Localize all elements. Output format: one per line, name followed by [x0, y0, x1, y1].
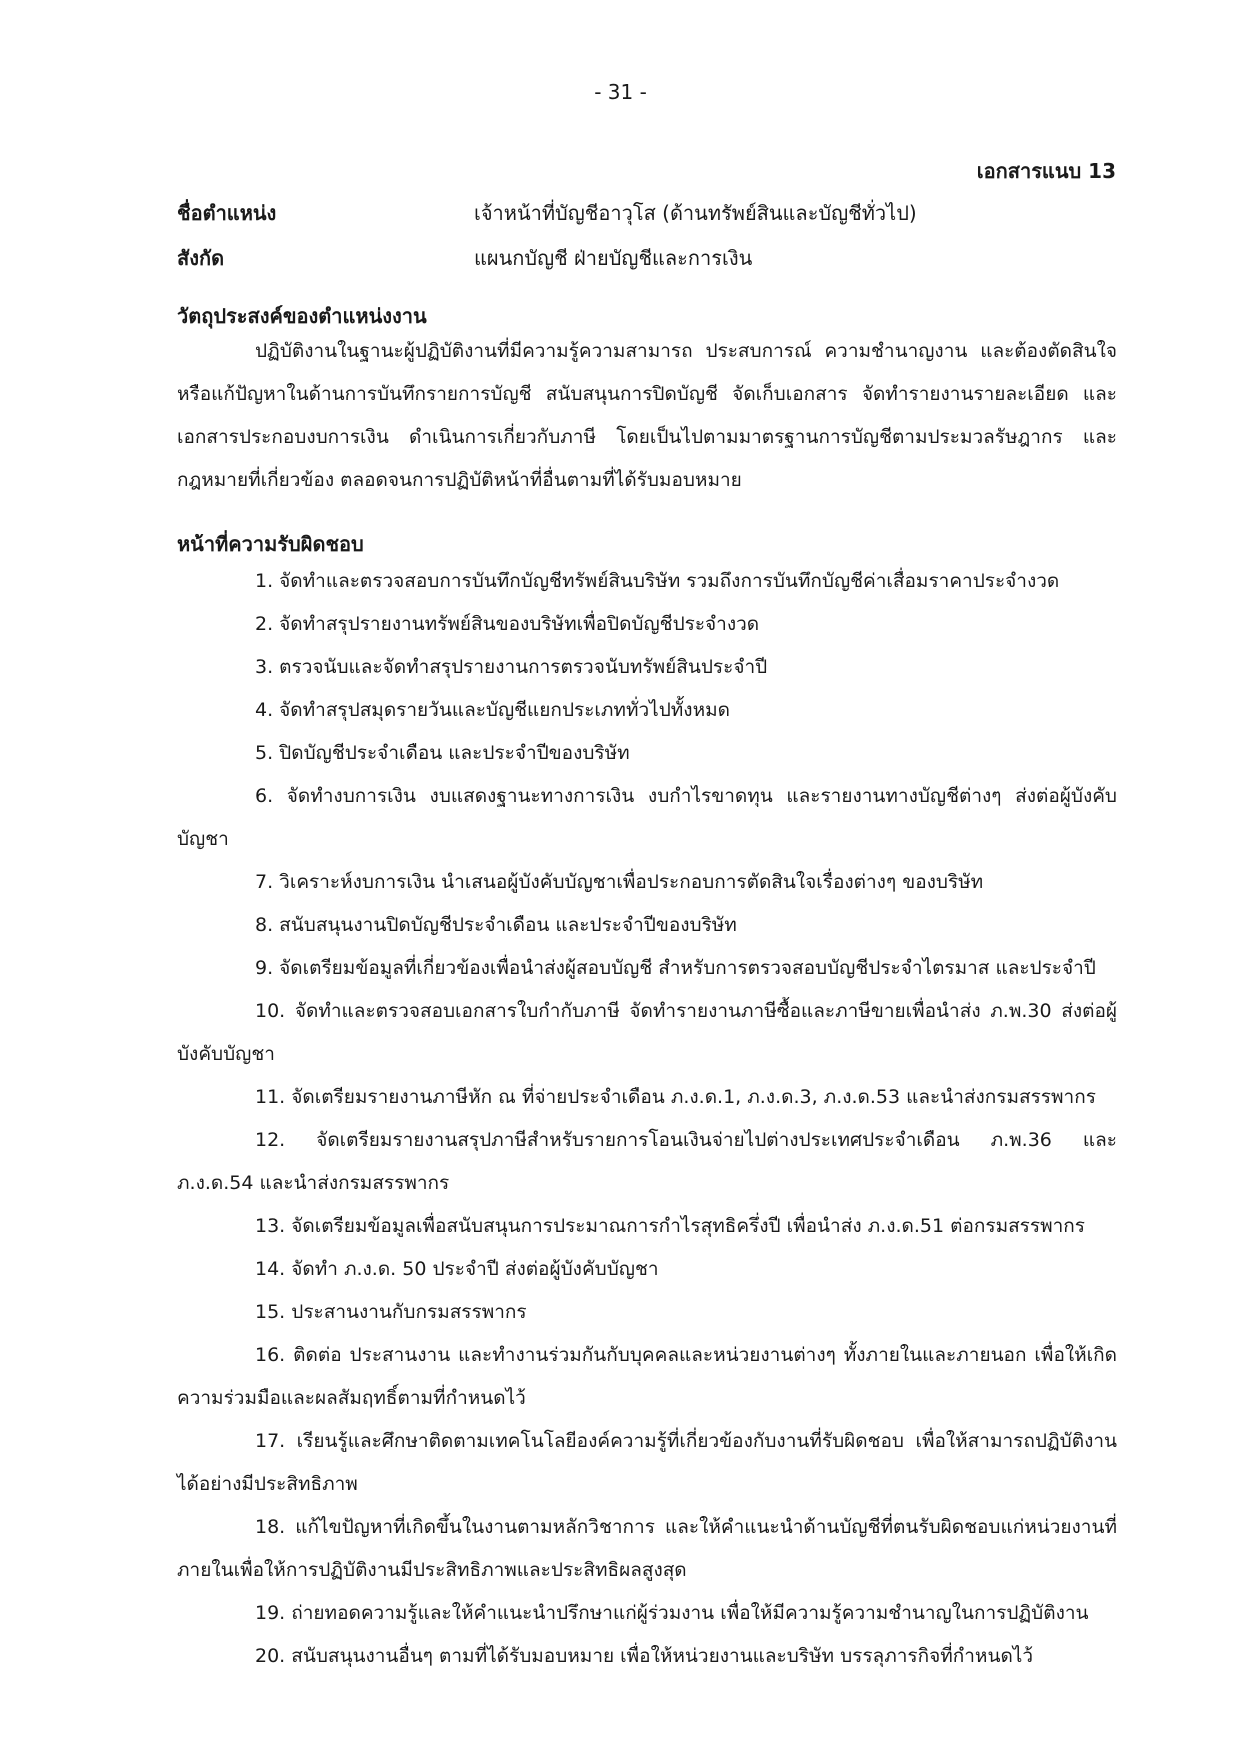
duty-item: 20. สนับสนุนงานอื่นๆ ตามที่ได้รับมอบหมาย เพื่อให้หน่วยงานและบริษัท บรรลุภารกิจที่กำหนดไว้	[255, 1645, 1034, 1667]
duty-item: 18. แก้ไขปัญหาที่เกิดขึ้นในงานตามหลักวิชาการ และให้คำแนะนำด้านบัญชีที่ตนรับผิดชอบแก่หน่วยงานที่ภายในเพื่อให้การปฏิบัติงานมีประสิทธิภาพและประสิทธิผลสูงสุด	[177, 1516, 1117, 1581]
duty-item: 11. จัดเตรียมรายงานภาษีหัก ณ ที่จ่ายประจำเดือน ภ.ง.ด.1, ภ.ง.ด.3, ภ.ง.ด.53 และนำส่งกรมสรรพากร	[255, 1086, 1096, 1108]
duty-item: 9. จัดเตรียมข้อมูลที่เกี่ยวข้องเพื่อนำส่งผู้สอบบัญชี สำหรับการตรวจสอบบัญชีประจำไตรมาส และประจำปี	[255, 957, 1096, 979]
duty-item: 1. จัดทำและตรวจสอบการบันทึกบัญชีทรัพย์สินบริษัท รวมถึงการบันทึกบัญชีค่าเสื่อมราคาประจำงวด	[255, 570, 1060, 592]
objective-paragraph: ปฏิบัติงานในฐานะผู้ปฏิบัติงานที่มีความรู้ความสามารถ ประสบการณ์ ความชำนาญงาน และต้องตัดสินใจหรือแก้ปัญหาในด้านการบันทึกรายการบัญชี สนับสนุนการปิดบัญชี จัดเก็บเอกสาร จัดทำรายงานรายละเอียด และเอกสารประกอบงบการเงิน ดำเนินการเกี่ยวกับภาษี โดยเป็นไปตามมาตรฐานการบัญชีตามประมวลรัษฎากร และกฎหมายที่เกี่ยวข้อง ตลอดจนการปฏิบัติหน้าที่อื่นตามที่ได้รับมอบหมาย	[177, 340, 1117, 491]
duty-item: 3. ตรวจนับและจัดทำสรุปรายงานการตรวจนับทรัพย์สินประจำปี	[255, 656, 768, 678]
responsibilities-heading: หน้าที่ความรับผิดชอบ	[177, 532, 364, 556]
duty-item: 13. จัดเตรียมข้อมูลเพื่อสนับสนุนการประมาณการกำไรสุทธิครึ่งปี เพื่อนำส่ง ภ.ง.ด.51 ต่อกรมสรรพากร	[255, 1215, 1085, 1237]
duty-item: 15. ประสานงานกับกรมสรรพากร	[255, 1301, 527, 1323]
duty-item: 5. ปิดบัญชีประจำเดือน และประจำปีของบริษัท	[255, 742, 630, 764]
duty-item: 8. สนับสนุนงานปิดบัญชีประจำเดือน และประจำปีของบริษัท	[255, 914, 737, 936]
duty-item: 17. เรียนรู้และศึกษาติดตามเทคโนโลยีองค์ความรู้ที่เกี่ยวข้องกับงานที่รับผิดชอบ เพื่อให้สามารถปฏิบัติงานได้อย่างมีประสิทธิภาพ	[177, 1430, 1117, 1495]
position-value: เจ้าหน้าที่บัญชีอาวุโส (ด้านทรัพย์สินและบัญชีทั่วไป)	[474, 201, 917, 225]
page-number: - 31 -	[594, 80, 647, 104]
position-label: ชื่อตำแหน่ง	[177, 201, 277, 225]
attachment-label: เอกสารแนบ 13	[976, 159, 1116, 183]
duty-item: 4. จัดทำสรุปสมุดรายวันและบัญชีแยกประเภททั่วไปทั้งหมด	[255, 699, 730, 721]
objective-heading: วัตถุประสงค์ของตำแหน่งงาน	[177, 304, 427, 328]
duty-item: 12. จัดเตรียมรายงานสรุปภาษีสำหรับรายการโอนเงินจ่ายไปต่างประเทศประจำเดือน ภ.พ.36 และ ภ.ง.ด.54 และนำส่งกรมสรรพากร	[177, 1129, 1117, 1194]
affiliation-value: แผนกบัญชี ฝ่ายบัญชีและการเงิน	[474, 246, 753, 270]
duty-item: 6. จัดทำงบการเงิน งบแสดงฐานะทางการเงิน งบกำไรขาดทุน และรายงานทางบัญชีต่างๆ ส่งต่อผู้บังคับบัญชา	[177, 785, 1117, 850]
duty-item: 19. ถ่ายทอดความรู้และให้คำแนะนำปรึกษาแก่ผู้ร่วมงาน เพื่อให้มีความรู้ความชำนาญในการปฏิบัติงาน	[255, 1602, 1089, 1624]
duty-item: 2. จัดทำสรุปรายงานทรัพย์สินของบริษัทเพื่อปิดบัญชีประจำงวด	[255, 613, 760, 635]
duty-item: 16. ติดต่อ ประสานงาน และทำงานร่วมกันกับบุคคลและหน่วยงานต่างๆ ทั้งภายในและภายนอก เพื่อให้เกิดความร่วมมือและผลสัมฤทธิ์ตามที่กำหนดไว้	[177, 1344, 1117, 1409]
duty-item: 10. จัดทำและตรวจสอบเอกสารใบกำกับภาษี จัดทำรายงานภาษีซื้อและภาษีขายเพื่อนำส่ง ภ.พ.30 ส่งต่อผู้บังคับบัญชา	[177, 1000, 1117, 1065]
duty-item: 14. จัดทำ ภ.ง.ด. 50 ประจำปี ส่งต่อผู้บังคับบัญชา	[255, 1258, 659, 1280]
duty-item: 7. วิเคราะห์งบการเงิน นำเสนอผู้บังคับบัญชาเพื่อประกอบการตัดสินใจเรื่องต่างๆ ของบริษัท	[255, 871, 984, 893]
responsibilities-list	[177, 560, 1117, 1678]
affiliation-label: สังกัด	[177, 246, 225, 270]
